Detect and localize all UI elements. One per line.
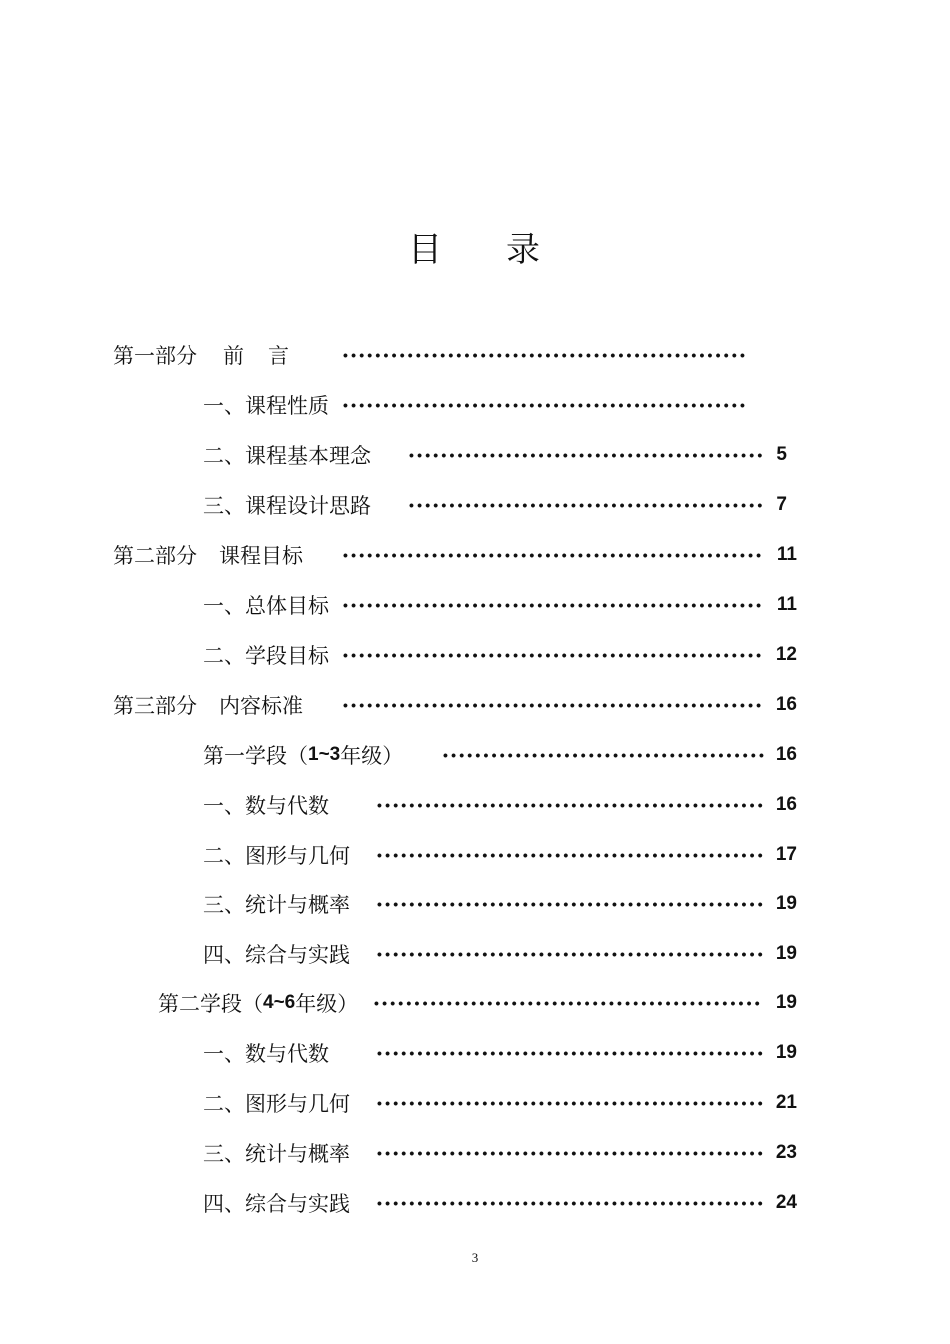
toc-part-title-2: 言: [268, 344, 289, 368]
toc-entry-part-3[interactable]: [113, 690, 797, 720]
toc-entry[interactable]: [203, 889, 797, 919]
toc-entry-grade-range: 1~3: [308, 744, 341, 765]
toc-leader-dots: ••••••••••••••••••••••••••••••••••••••••••••••••: [377, 896, 766, 912]
toc-page-number: 11: [776, 544, 797, 565]
toc-page-number: 19: [775, 992, 797, 1013]
toc-entry[interactable]: [203, 390, 768, 420]
toc-leader-dots: ••••••••••••••••••••••••••••••••••••••••••••••••: [377, 946, 766, 962]
toc-entry-label: 一、总体目标: [203, 594, 329, 618]
toc-entry[interactable]: [203, 1038, 797, 1068]
toc-leader-dots: ••••••••••••••••••••••••••••••••••••••••••••: [409, 497, 766, 513]
page-number: 3: [471, 1250, 479, 1265]
toc-page-number: 16: [775, 794, 797, 815]
title-char-2: 录: [506, 230, 542, 270]
toc-entry-stage-2[interactable]: [158, 988, 797, 1018]
toc-page-number: 21: [775, 1092, 797, 1113]
toc-part-label: 第一部分: [113, 344, 197, 368]
toc-entry-label: 三、统计与概率: [203, 893, 350, 917]
toc-entry[interactable]: [203, 590, 797, 620]
toc-entry[interactable]: [203, 640, 797, 670]
toc-page-number: 12: [775, 644, 797, 665]
toc-entry-part-2[interactable]: [113, 540, 797, 570]
toc-entry-label: 第一学段（: [203, 744, 308, 768]
toc-leader-dots: ••••••••••••••••••••••••••••••••••••••••••••••••••: [343, 347, 749, 363]
toc-leader-dots: ••••••••••••••••••••••••••••••••••••••••••••••••••••: [343, 697, 765, 713]
toc-entry-label: 一、数与代数: [203, 794, 329, 818]
toc-page-number: 5: [776, 444, 787, 465]
toc-entry-label: 二、学段目标: [203, 644, 329, 668]
toc-page-number: 19: [775, 1042, 797, 1063]
toc-page-number: 23: [775, 1142, 797, 1163]
toc-leader-dots: ••••••••••••••••••••••••••••••••••••••••: [443, 747, 767, 763]
toc-leader-dots: ••••••••••••••••••••••••••••••••••••••••••••••••••••: [343, 547, 765, 563]
toc-entry-label: 二、课程基本理念: [203, 444, 371, 468]
toc-page-number: 19: [775, 893, 797, 914]
toc-entry-label-suffix: 年级）: [340, 744, 404, 768]
toc-part-label: 第三部分: [113, 694, 197, 718]
toc-page-number: 16: [775, 694, 797, 715]
toc-page-number: 17: [775, 844, 797, 865]
toc-entry-label: 三、统计与概率: [203, 1142, 350, 1166]
toc-entry[interactable]: [203, 1138, 797, 1168]
toc-part-label: 第二部分: [113, 544, 197, 568]
toc-entry[interactable]: [203, 939, 797, 969]
toc-part-title: 课程目标: [219, 544, 303, 568]
toc-entry[interactable]: [203, 490, 787, 520]
toc-leader-dots: ••••••••••••••••••••••••••••••••••••••••••••••••: [377, 1145, 766, 1161]
title-char-1: 目: [408, 230, 444, 270]
toc-entry-label: 一、课程性质: [203, 394, 329, 418]
toc-entry[interactable]: [203, 1188, 797, 1218]
toc-entry[interactable]: [203, 1088, 797, 1118]
toc-page-number: 24: [775, 1192, 797, 1213]
toc-leader-dots: ••••••••••••••••••••••••••••••••••••••••••••••••••: [343, 397, 749, 413]
toc-leader-dots: ••••••••••••••••••••••••••••••••••••••••••••••••: [374, 995, 763, 1011]
toc-entry-label: 第二学段（: [158, 992, 263, 1016]
toc-leader-dots: ••••••••••••••••••••••••••••••••••••••••••••••••: [377, 847, 766, 863]
toc-entry[interactable]: [203, 790, 797, 820]
toc-entry-label: 四、综合与实践: [203, 943, 350, 967]
page-title: [0, 222, 950, 271]
toc-leader-dots: ••••••••••••••••••••••••••••••••••••••••••••••••: [377, 1195, 766, 1211]
toc-entry-label: 三、课程设计思路: [203, 494, 371, 518]
toc-leader-dots: ••••••••••••••••••••••••••••••••••••••••••••••••: [377, 1095, 766, 1111]
toc-page-number: 16: [775, 744, 797, 765]
toc-leader-dots: ••••••••••••••••••••••••••••••••••••••••••••••••: [377, 1045, 766, 1061]
toc-entry[interactable]: [203, 840, 797, 870]
toc-leader-dots: ••••••••••••••••••••••••••••••••••••••••••••: [409, 447, 766, 463]
toc-part-title: 内容标准: [219, 694, 303, 718]
toc-page-number: 19: [775, 943, 797, 964]
toc-entry-part-1[interactable]: [113, 340, 768, 370]
toc-page-number: 7: [776, 494, 787, 515]
toc-entry-label: 二、图形与几何: [203, 844, 350, 868]
toc-entry-grade-range: 4~6: [263, 992, 296, 1013]
toc-part-title-1: 前: [223, 344, 244, 368]
toc-entry-label: 四、综合与实践: [203, 1192, 350, 1216]
toc-leader-dots: ••••••••••••••••••••••••••••••••••••••••••••••••: [377, 797, 766, 813]
toc-entry-label: 二、图形与几何: [203, 1092, 350, 1116]
toc-leader-dots: ••••••••••••••••••••••••••••••••••••••••••••••••••••: [343, 647, 765, 663]
toc-entry-stage-1[interactable]: [203, 740, 797, 770]
toc-entry-label: 一、数与代数: [203, 1042, 329, 1066]
toc-leader-dots: ••••••••••••••••••••••••••••••••••••••••••••••••••••: [343, 597, 765, 613]
toc-page-number: 11: [776, 594, 797, 615]
toc-entry-label-suffix: 年级）: [295, 992, 359, 1016]
toc-entry[interactable]: [203, 440, 787, 470]
